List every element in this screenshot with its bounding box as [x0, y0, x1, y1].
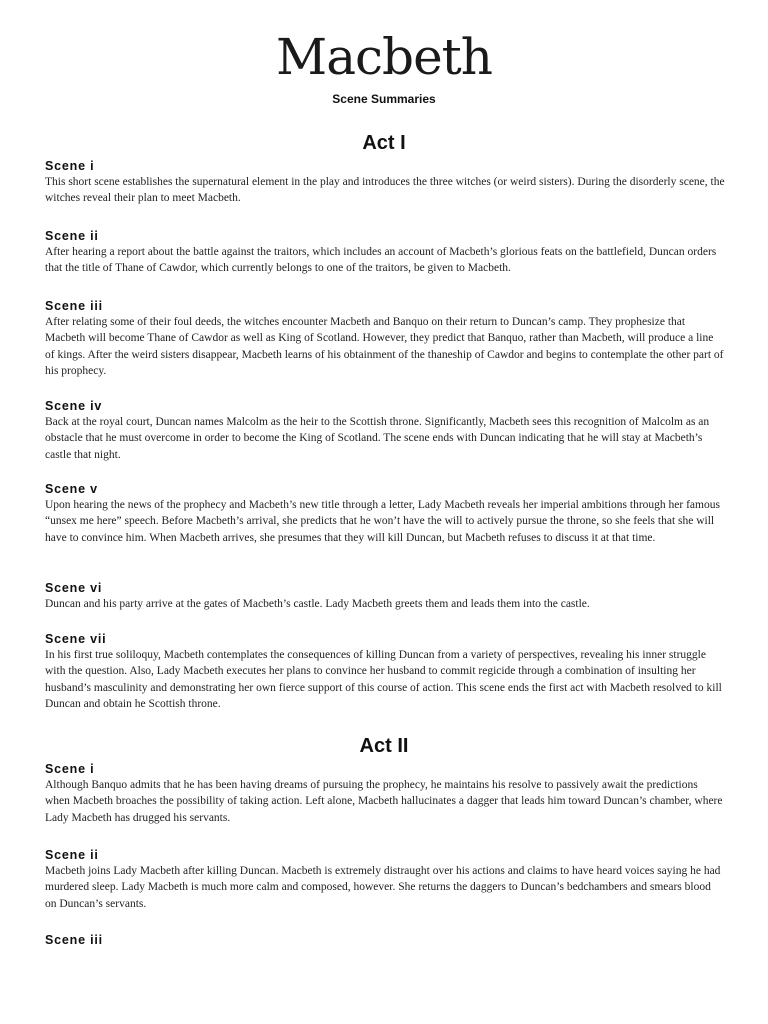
scene-heading: Scene ii [45, 848, 99, 862]
document-title: Macbeth [276, 28, 492, 86]
scene-section [45, 932, 725, 948]
scene-summary: Upon hearing the news of the prophecy and Macbeth’s new title through a letter, Lady Macbeth reveals her imperial ambitions through her famous “unsex me here” speech. Before Macbeth’s arrival, she predicts that he won’t have the will to actively pursue the throne, so she feels that she will have to convince him. When Macbeth arrives, she presumes that they will kill Duncan, but Macbeth refuses to discuss it at that time. [45, 499, 720, 544]
scene-heading: Scene i [45, 762, 95, 776]
scene-section [45, 228, 725, 277]
scene-heading: Scene v [45, 482, 98, 496]
scene-section [45, 631, 725, 712]
scene-summary: In his first true soliloquy, Macbeth contemplates the consequences of killing Duncan from a variety of perspectives, revealing his inner struggle with the question. Also, Lady Macbeth executes her plans to convince her husband to commit regicide through a combination of insulting her husband’s masculinity and demonstrating her own fierce support of this course of action. This scene ends the first act with Macbeth resolved to kill Duncan and obtain he Scottish throne. [45, 649, 722, 710]
scene-summary: This short scene establishes the supernatural element in the play and introduces the three witches (or weird sisters). During the disorderly scene, the witches reveal their plan to meet Macbeth. [45, 176, 725, 205]
scene-section [45, 398, 725, 463]
scene-summary: After relating some of their foul deeds, the witches encounter Macbeth and Banquo on their return to Duncan’s camp. They prophesize that Macbeth will become Thane of Cawdor as well as King of Scotland. However, they predict that Banquo, rather than Macbeth, will produce a line of kings. After the weird sisters disappear, Macbeth learns of his obtainment of the thaneship of Cawdor and begins to contemplate the other part of his prophecy. [45, 316, 724, 377]
scene-summary: Back at the royal court, Duncan names Malcolm as the heir to the Scottish throne. Significantly, Macbeth sees this recognition of Malcolm as an obstacle that he must overcome in order to become the King of Scotland. The scene ends with Duncan indicating that he will stay at Macbeth’s castle that night. [45, 416, 710, 461]
scene-summary: Duncan and his party arrive at the gates of Macbeth’s castle. Lady Macbeth greets them and leads them into the castle. [45, 598, 590, 610]
scene-heading: Scene ii [45, 229, 99, 243]
scene-heading: Scene vii [45, 632, 107, 646]
document-subtitle: Scene Summaries [332, 92, 436, 106]
scene-section [45, 158, 725, 207]
scene-section [45, 580, 725, 612]
scene-heading: Scene iv [45, 399, 103, 413]
scene-section [45, 761, 725, 826]
scene-heading: Scene vi [45, 581, 103, 595]
scene-section [45, 298, 725, 379]
scene-summary: Although Banquo admits that he has been having dreams of pursuing the prophecy, he maintains his resolve to passively await the predictions when Macbeth broaches the possibility of taking action. Left alone, Macbeth hallucinates a dagger that leads him toward Duncan’s chamber, where Lady Macbeth has drugged his servants. [45, 779, 723, 824]
scene-summary: Macbeth joins Lady Macbeth after killing Duncan. Macbeth is extremely distraught over his actions and claims to have heard voices saying he had murdered sleep. Lady Macbeth is much more calm and composed, however. She returns the daggers to Duncan’s bedchambers and smears blood on Duncan’s servants. [45, 865, 721, 910]
scene-summary: After hearing a report about the battle against the traitors, which includes an account of Macbeth’s glorious feats on the battlefield, Duncan orders that the title of Thane of Cawdor, which currently belongs to one of the traitors, be given to Macbeth. [45, 246, 717, 275]
scene-heading: Scene iii [45, 299, 103, 313]
scene-heading: Scene iii [45, 933, 103, 947]
act-heading: Act II [359, 735, 409, 757]
act-heading: Act I [362, 132, 406, 154]
scene-section [45, 481, 725, 546]
scene-heading: Scene i [45, 159, 95, 173]
scene-section [45, 847, 725, 912]
